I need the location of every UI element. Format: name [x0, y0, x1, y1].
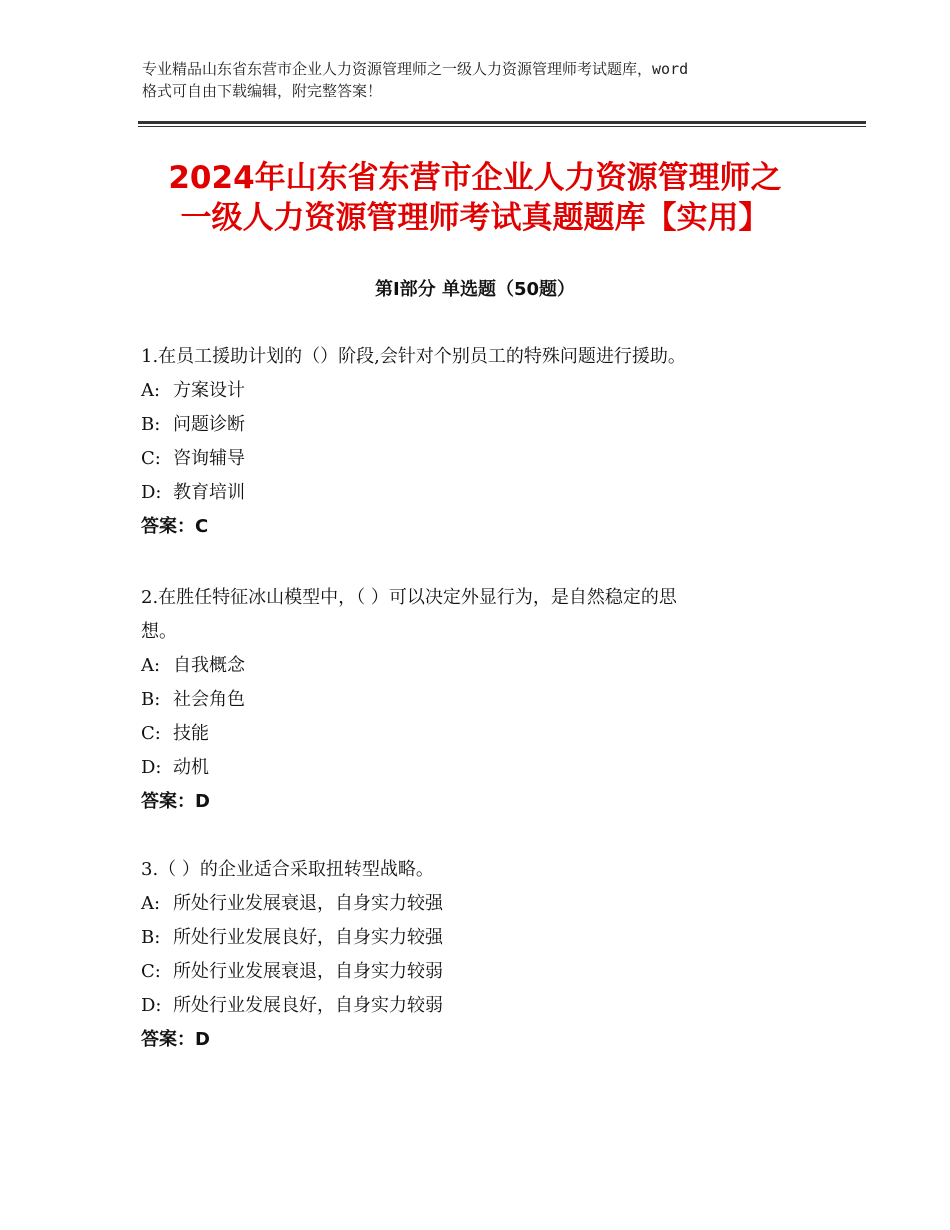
answer-line: 答案：C — [141, 516, 209, 537]
option-text: 问题诊断 — [173, 414, 245, 435]
option-a — [141, 374, 821, 408]
option-text: 自我概念 — [173, 655, 245, 676]
option-b — [141, 683, 821, 717]
answer-line: 答案：D — [141, 791, 210, 812]
option-a — [141, 649, 821, 683]
option-a — [141, 887, 821, 921]
question-stem-continued: 想。 — [141, 621, 177, 642]
header-divider-thin — [138, 126, 866, 127]
option-letter: A: — [141, 655, 161, 676]
header-note-line: 格式可自由下载编辑，附完整答案！ — [142, 82, 383, 100]
header-note-line: 专业精品山东省东营市企业人力资源管理师之一级人力资源管理师考试题库，word — [142, 60, 689, 78]
answer-line: 答案：D — [141, 1029, 210, 1050]
option-letter: C: — [141, 723, 161, 744]
option-letter: B: — [141, 414, 161, 435]
option-letter: B: — [141, 689, 161, 710]
option-b — [141, 921, 821, 955]
option-text: 所处行业发展衰退，自身实力较强 — [173, 893, 443, 914]
option-text: 技能 — [173, 723, 209, 744]
option-letter: D: — [141, 995, 162, 1016]
option-c — [141, 717, 821, 751]
option-d — [141, 751, 821, 785]
option-letter: B: — [141, 927, 161, 948]
option-text: 咨询辅导 — [173, 448, 245, 469]
question-stem: 3.（ ）的企业适合采取扭转型战略。 — [141, 859, 434, 880]
option-letter: C: — [141, 448, 161, 469]
option-text: 所处行业发展衰退，自身实力较弱 — [173, 961, 443, 982]
option-letter: A: — [141, 893, 161, 914]
page-title — [100, 158, 850, 238]
option-d — [141, 989, 821, 1023]
question-2 — [141, 581, 821, 819]
option-letter: A: — [141, 380, 161, 401]
header-divider-thick — [138, 121, 866, 124]
option-text: 所处行业发展良好，自身实力较强 — [173, 927, 443, 948]
option-text: 方案设计 — [173, 380, 245, 401]
option-text: 教育培训 — [173, 482, 245, 503]
option-b — [141, 408, 821, 442]
option-d — [141, 476, 821, 510]
question-3 — [141, 853, 821, 1057]
option-letter: D: — [141, 482, 162, 503]
section-title: 第Ⅰ部分 单选题（50题） — [374, 279, 575, 300]
option-letter: D: — [141, 757, 162, 778]
option-c — [141, 442, 821, 476]
question-stem: 2.在胜任特征冰山模型中，（ ）可以决定外显行为，是自然稳定的思 — [141, 587, 677, 608]
question-stem: 1.在员工援助计划的（）阶段,会针对个别员工的特殊问题进行援助。 — [141, 346, 686, 367]
question-1 — [141, 340, 821, 544]
option-text: 所处行业发展良好，自身实力较弱 — [173, 995, 443, 1016]
page-title-line: 2024年山东省东营市企业人力资源管理师之 — [168, 160, 782, 196]
page-title-line: 一级人力资源管理师考试真题题库【实用】 — [180, 200, 770, 236]
option-text: 动机 — [173, 757, 209, 778]
option-letter: C: — [141, 961, 161, 982]
option-c — [141, 955, 821, 989]
header-note — [142, 58, 832, 102]
option-text: 社会角色 — [173, 689, 245, 710]
